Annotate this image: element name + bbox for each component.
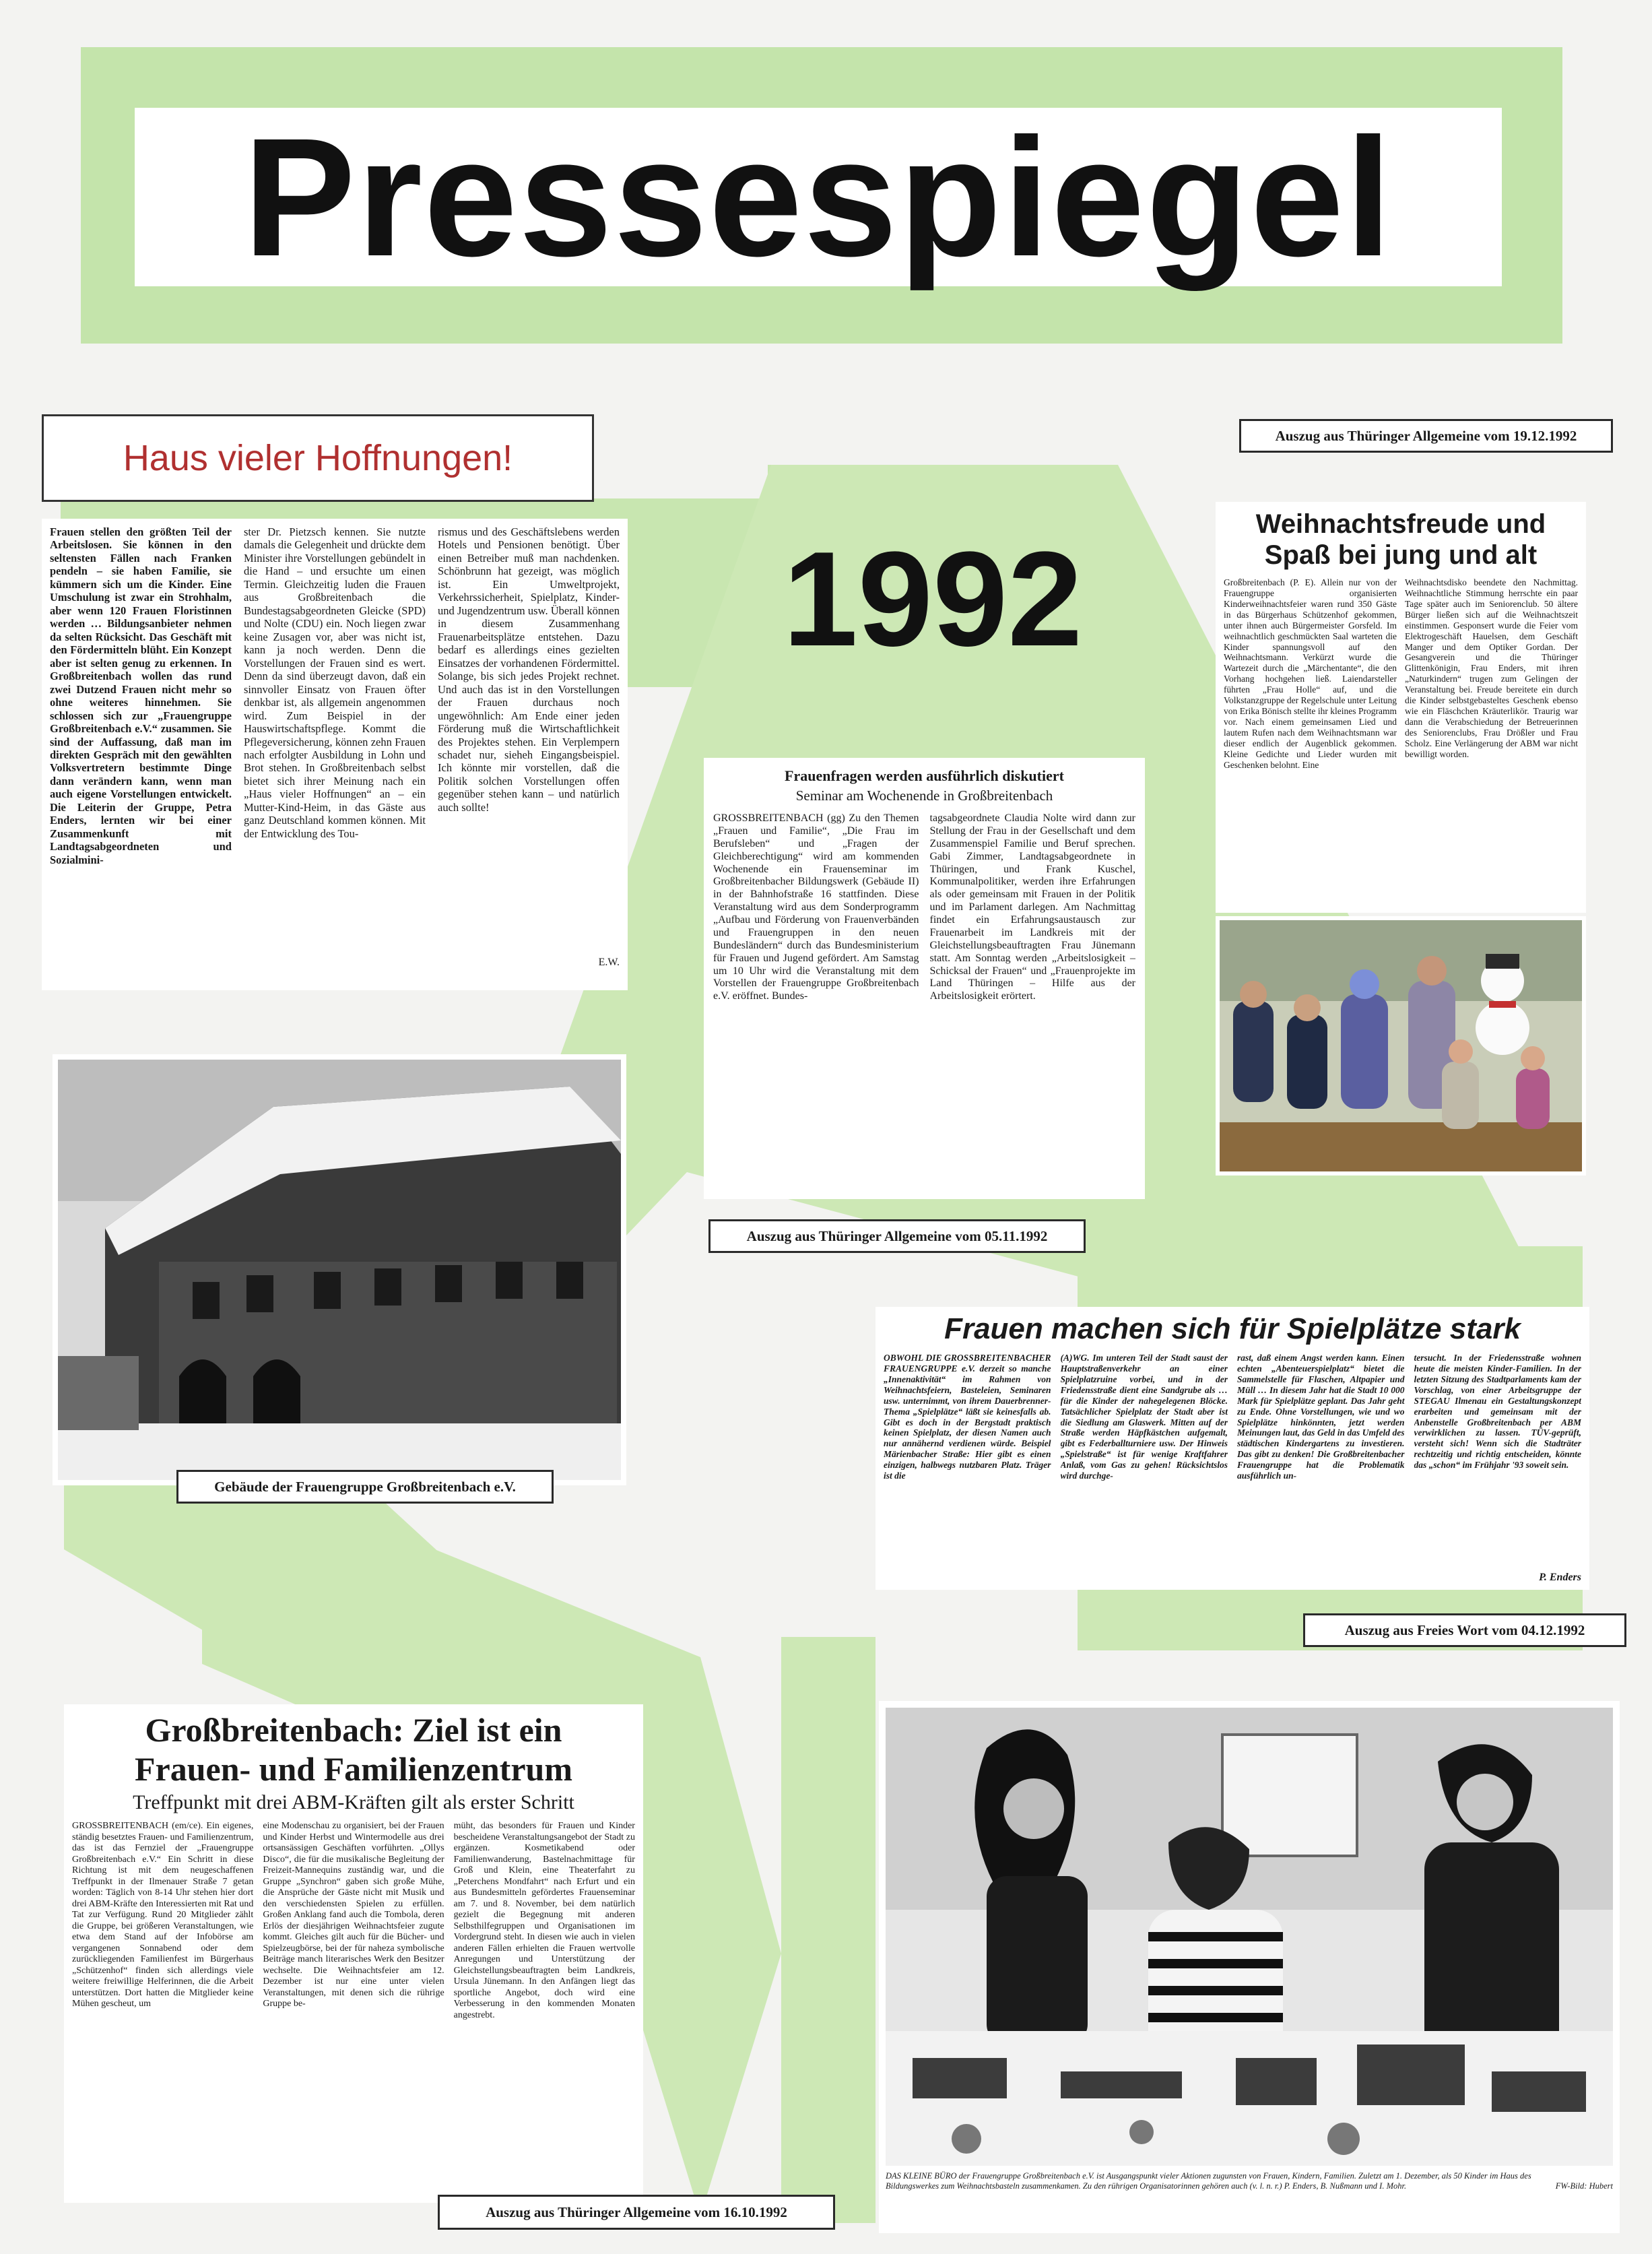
title-box bbox=[135, 102, 1502, 291]
photo-weihnacht bbox=[1220, 920, 1582, 1171]
page-title: Pressespiegel bbox=[243, 102, 1393, 291]
headline-spielplatz: Frauen machen sich für Spielplätze stark bbox=[944, 1312, 1521, 1345]
article-spielplatz-col-2: (A)WG. Im unteren Teil der Stadt saust der Hauptstraßenverkehr an einer Spielplatzruine vorbei, und in der Friedensstraße dient eine Sandgrube als … für die Kinder der nahegelegenen Blöcke. Tatsächlicher Spielplatz der Stadt aber ist die Siedlung am Glaswerk. Mitten auf der Straße werden Häpfkästchen aufgemalt, gibt es Federballturniere usw. Der Hinweis „Spielstraße“ ist für wenige Kraftfahrer Anlaß, vom Gas zu gehen! Rücksichtslos wird durchge- bbox=[1060, 1353, 1228, 1481]
article-weihnacht-col-1: Großbreitenbach (P. E). Allein nur von der Frauengruppe organisierten Kinderweihnachtsfeier waren rund 350 Gäste in das Bürgerhaus Schützenhof gekommen, unter ihnen auch Bürgermeister Gorsfeld. Im weihnachtlich geschmückten Saal warteten die Kinder spannungsvoll auf den Weihnachtsmann. Verkürzt wurde die Wartezeit durch die „Märchentante“, die den Vorhang hochgehen ließ. Laiendarsteller führten „Frau Holle“ auf, und die Volkstanzgruppe der Regelschule unter Leitung von Erika Bönisch stellte ihr kleines Programm vor. Nach einem gemeinsamen Lied und lautem Rufen nach dem Weihnachtsmann war dieser endlich der Augenblick gekommen. Kleine Gedichte und Lieder wurden mit Geschenken belohnt. Eine bbox=[1224, 577, 1397, 770]
headline-zentrum-line1: Großbreitenbach: Ziel ist ein bbox=[145, 1711, 562, 1749]
caption-buero: DAS KLEINE BÜRO der Frauengruppe Großbreitenbach e.V. ist Ausgangspunkt vieler Aktionen zugunsten von Frauen, Kindern, Familien. Zuletzt am 1. Dezember, als 50 Kinder im Haus des Bildungswerkes zum Weihnachtsbasteln zusammenkamen. Zu den rührigen Organisatorinnen gehören auch (v. l. n. r.) P. Enders, B. Nußmann und I. Mohr. bbox=[886, 2171, 1531, 2191]
article-frauenfragen bbox=[704, 758, 1145, 1199]
article-haus-col-1: Frauen stellen den größten Teil der Arbeitslosen. Sie können in den seltensten Fällen nach Franken pendeln – sie haben Familie, sie kümmern sich um die Kinder. Eine Umschulung ist zwar ein Strohhalm, aber wenn 120 Frauen Floristinnen werden … Bildungsanbieter nehmen da selten Rücksicht. Das Geschäft mit den Fördermitteln blüht. Ein Konzept aber ist selten genug zu erkennen. In Großbreitenbach wollen das rund zwei Dutzend Frauen nicht mehr so ohne weiteres hinnehmen. Sie schlossen sich zur „Frauengruppe Großbreitenbach e.V.“ zusammen. Sie sind der Auffassung, daß man im direkten Gespräch mit den gewählten Volksvertretern bestimmte Dinge dann verändern kann, wenn man auch eigene Vorstellungen entwickelt. Die Leiterin der Gruppe, Petra Enders, lernten wir bei einer Zusammenkunft mit Landtagsabgeordneten und Sozialmini- bbox=[50, 525, 232, 866]
subhead-frauenfragen: Seminar am Wochenende in Großbreitenbach bbox=[795, 787, 1053, 804]
article-haus-col-2: ster Dr. Pietzsch kennen. Sie nutzte damals die Gelegenheit und drückte dem Minister ihre Vorstellungen gebündelt in die Hand – und ersuchte um einen Termin. Gleichzeitig luden die Frauen aus Großbreitenbach die Bundestagsabgeordneten Gleicke (SPD) und Nolte (CDU) ein. Noch liegen zwar keine Zusagen vor, aber was nicht ist, kann ja noch werden. Denn die Vorstellungen der Frauen sind es wert. Denn da sind überzeugt davon, daß ein sinnvoller Einsatz von Frauen öfter denkbar ist, als allgemein angenommen wird. Zum Beispiel in der Hauswirtschaftspflege. Kommt die Pflegeversicherung, können zehn Frauen nach erfolgter Ausbildung in Lohn und Brot stehen. In Großbreitenbach selbst bietet sich ihrer Meinung nach ein „Haus vieler Hoffnungen“ an – ein Mutter-Kind-Heim, in das Gäste aus ganz Deutschland kommen können. Mit der Entwicklung des Tou- bbox=[244, 525, 426, 840]
photo-building bbox=[58, 1060, 621, 1480]
caption-building: Gebäude der Frauengruppe Großbreitenbach e.V. bbox=[176, 1470, 554, 1504]
article-frauenfragen-col-1: GROSSBREITENBACH (gg) Zu den Themen „Frauen und Familie“, „Die Frau im Berufsleben“ und „Fragen der Gleichberechtigung“ wird am kommenden Wochenende ein Frauenseminar im Großbreitenbacher Bildungswerk (Gebäude II) in der Bahnhofstraße 16 stattfinden. Diese Veranstaltung wird aus dem Sonderprogramm „Aufbau und Förderung von Frauenverbänden und Frauengruppen in den neuen Bundesländern“ durch das Bundesministerium für Frauen und Jugend gefördert. Am Samstag um 10 Uhr wird die Veranstaltung mit dem Vorstellen der Frauengruppe Großbreitenbach e.V. eröffnet. Bundes- bbox=[713, 812, 919, 1002]
caption-spielplatz: Auszug aus Freies Wort vom 04.12.1992 bbox=[1303, 1613, 1626, 1647]
article-haus bbox=[42, 519, 628, 990]
article-weihnacht-col-2: Weihnachtsdisko beendete den Nachmittag. Weihnachtliche Stimmung herrschte ein paar Tage später auch im Seniorenclub. 50 ältere Bürger ließen sich auf die Weihnachtszeit einstimmen. Gesponsert wurde die Feier vom Elektrogeschäft Hauelsen, dem Geschäft Manger und dem Optiker Gordan. Der Gesangverein und die Thüringer Glittenkönigin, Frau Enders, mit ihren „Naturkindern“ trugen zum Gelingen der Veranstaltung bei. Freude bereitete ein durch die Kinder selbstgebasteltes Geschenk ebenso wie ein Fläschchen Kräuterlikör. Traurig war dann die Verabschiedung der Betreuerinnen des Seniorenclubs, Frau Drößler und Frau Scholz. Eine Verlängerung der ABM war nicht bewilligt worden. bbox=[1405, 577, 1578, 759]
headline-zentrum-line2: Frauen- und Familienzentrum bbox=[135, 1749, 572, 1788]
article-zentrum-col-2: eine Modenschau zu organisiert, bei der Frauen und Kinder Herbst und Wintermodelle aus drei ortsansässigen Geschäften vorführten. „Ollys Disco“, die für die musikalische Begleitung der Freizeit-Mannequins zuständig war, und die Gruppe „Synchron“ gaben sich große Mühe, die Ansprüche der Gäste nicht mit Musik und den verschiedensten Spielen zu erfüllen. Großen Anklang fand auch die Tombola, deren Erlös der diesjährigen Weihnachtsfeier zugute kommt. Gleiches gilt auch für die Bücher- und Spielzeugbörse, bei der für naheza symbolische Beiträge manch literarisches Werk den Besitzer wechselte. Die Weihnachtsfeier am 12. Dezember ist nur eine unter vielen Veranstaltungen, mit denen sich die rührige Gruppe be- bbox=[263, 1821, 444, 2009]
article-zentrum bbox=[64, 1704, 643, 2203]
credit-buero: FW-Bild: Hubert bbox=[1555, 2181, 1613, 2191]
article-zentrum-col-3: müht, das besonders für Frauen und Kinder bescheidene Veranstaltungsangebot der Stadt zu ergänzen. Kosmetikabend oder Familienwanderung, Bastelnachmittage für Groß und Klein, eine Theaterfahrt zu „Peterchens Mondfahrt“ nach Erfurt und ein aus Bundesmitteln gefördertes Frauenseminar am 7. und 8. November, bei dem natürlich gezielt die Begegnung mit anderen Selbsthilfegruppen und Organisationen im Vordergrund steht. In diesen wie auch in vielen anderen Fällen erhielten die Frauen wertvolle Anregungen und Unterstützung der Gleichstellungsbeauftragten beim Landkreis, Ursula Jünemann. In den Anfängen liegt das sportliche Angebot, doch wird eine Verbesserung in den kommenden Monaten angestrebt. bbox=[453, 1821, 635, 2020]
green-ribbon-bottom-right bbox=[781, 1637, 875, 2223]
photo-buero-frame bbox=[879, 1701, 1620, 2233]
article-spielplatz-col-1: OBWOHL DIE GROSSBREITENBACHER FRAUENGRUPPE e.V. derzeit so manche „Innenaktivität“ im Rahmen von Weihnachtsfeiern, Basteleien, Seminaren usw. unternimmt, von ihrem Dauerbrenner-Thema „Spielplätze“ läßt sie keinesfalls ab. Gibt es doch in der Bergstadt praktisch keinen Spielplatz, der diesen Namen auch nur annähernd verdienen würde. Beispiel Märienbacher Straße: Hier gibt es einen einzigen, halbwegs nutzbaren Platz. Träger ist die bbox=[884, 1353, 1051, 1481]
photo-building-frame bbox=[53, 1054, 626, 1485]
article-spielplatz bbox=[875, 1307, 1589, 1590]
caption-frauenfragen: Auszug aus Thüringer Allgemeine vom 05.11.1992 bbox=[708, 1219, 1086, 1253]
byline-haus: E.W. bbox=[598, 957, 620, 968]
headline-weihnacht: Weihnachtsfreude und Spaß bei jung und alt bbox=[1255, 509, 1546, 570]
article-haus-col-3: rismus und des Geschäftslebens werden Hotels und Pensionen benötigt. Über einen Betreiber muß man nachdenken. Schönbrunn hat gezeigt, was möglich ist. Ein Umweltprojekt, Verkehrssicherheit, Spielplatz, Kinder- und Jugendzentrum usw. Überall können in diesem Zusammenhang Frauenarbeitsplätze entstehen. Dazu bedarf es allerdings eines gezielten Einsatzes der vorhandenen Fördermittel. Solange, bis sich jedes Projekt rechnet. Und auch das ist in den Vorstellungen der Frauen durchaus noch ungewöhnlich: Am Ende einer jeden Förderung muß die Wirtschaftlichkeit des Projektes stehen. Ein Verplempern schadet nur, sieheh Eingangsbeispiel. Ich könnte mir vorstellen, daß die Politik solchen Vorstellungen offen gegenüber stehen kann – und natürlich auch sollte! bbox=[438, 525, 620, 814]
article-zentrum-col-1: GROSSBREITENBACH (em/ce). Ein eigenes, ständig besetztes Frauen- und Familienzentrum, das ist das Fernziel der „Frauengruppe Großbreitenbach e.V.“ Ein Schritt in diese Richtung ist mit dem neugeschaffenen Treffpunkt in der Ilmenauer Straße 7 getan worden: Täglich von 8-14 Uhr stehen hier dort drei ABM-Kräfte den Interessierten mit Rat und Tat zur Verfügung. Rund 20 Mitglieder zählt die Gruppe, bei größeren Veranstaltungen, wie etwa dem Stand auf der Infobörse am vergangenen Sonnabend oder dem zurückliegenden Familienfest im Bürgerhaus „Schützenhof“ finden sich allerdings viele weitere freiwillige Helferinnen, die die Arbeit unterstützen. Dort hatten die Mitglieder keine Mühen gescheut, um bbox=[72, 1821, 254, 2009]
article-frauenfragen-col-2: tagsabgeordnete Claudia Nolte wird dann zur Stellung der Frau in der Gesellschaft und dem Zusammenspiel Familie und Beruf sprechen. Gabi Zimmer, Landtagsabgeordnete in Thüringen, und Frank Kuschel, Kommunalpolitiker, werden ihre Erfahrungen als oder gemeinsam mit Frauen in der Politik und im Parlament darlegen. Am Nachmittag findet ein Erfahrungsaustausch zur Frauenarbeit im Landkreis mit der Gleichstellungsbeauftragten Frau Jünemann statt. Am Sonntag werden „Arbeitslosigkeit – Schicksal der Frauen“ und „Frauenprojekte im Land Thüringen – Hilfe aus der Arbeitslosigkeit erörtert. bbox=[929, 812, 1135, 1002]
headline-haus: Haus vieler Hoffnungen! bbox=[123, 438, 513, 478]
byline-spielplatz: P. Enders bbox=[1539, 1572, 1581, 1583]
year-label: 1992 bbox=[783, 524, 1083, 674]
headline-frauenfragen: Frauenfragen werden ausführlich diskutiert bbox=[785, 767, 1064, 784]
article-spielplatz-col-4: tersucht. In der Friedensstraße wohnen heute die meisten Kinder-Familien. In der letzten Sitzung des Stadtparlaments kam der Vorschlag, von einer Arbeitsgruppe der STEGAU Ilmenau ein Gestaltungskonzept erarbeiten und gemeinsam mit der Anbenstelle Großbreitenbach per ABM verwirklichen zu lassen. TÜV-geprüft, versteht sich! Wenn sich die Stadträter rechtzeitig und richtig entscheiden, könnte das „schon“ im Frühjahr '93 soweit sein. bbox=[1414, 1353, 1581, 1471]
caption-zentrum: Auszug aus Thüringer Allgemeine vom 16.10.1992 bbox=[438, 2195, 835, 2230]
article-spielplatz-col-3: rast, daß einem Angst werden kann. Einen echten „Abenteuerspielplatz“ bietet die Sammelstelle für Flaschen, Altpapier und Müll … In diesem Jahr hat die Stadt 10 000 Mark für Spielplätze geplant. Das Jahr geht zu Ende. Ohne Vorstellungen, wie und wo Spielplätze hinkönnten, jetzt werden Meinungen laut, das Geld in das Umfeld des städtischen Kindergartens zu investieren. Das gibt zu denken! Die Großbreitenbacher Frauengruppe hat die Problematik ausführlich un- bbox=[1237, 1353, 1405, 1481]
photo-weihnacht-frame bbox=[1216, 916, 1586, 1176]
photo-buero bbox=[886, 1708, 1613, 2166]
article-weihnacht bbox=[1216, 502, 1586, 913]
subhead-zentrum: Treffpunkt mit drei ABM-Kräften gilt als erster Schritt bbox=[133, 1791, 574, 1813]
caption-weihnacht: Auszug aus Thüringer Allgemeine vom 19.12.1992 bbox=[1239, 419, 1613, 453]
headline-haus-box bbox=[42, 414, 594, 502]
